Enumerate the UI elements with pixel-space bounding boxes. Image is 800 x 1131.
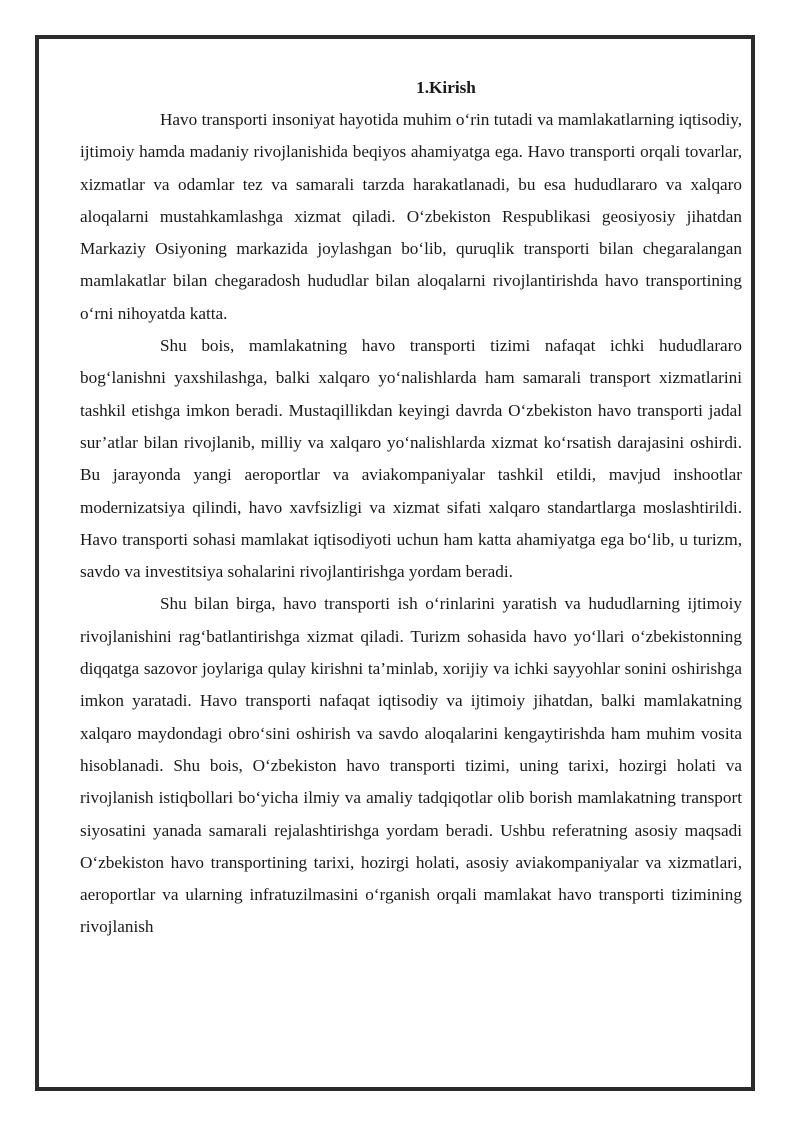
paragraph-2: Shu bois, mamlakatning havo transporti tizimi nafaqat ichki hududlararo bog‘lanishni yaxshilashga, balki xalqaro yo‘nalishlarda ham samarali transport xizmatlarini tashkil etishga imkon beradi. Mustaqillikdan keyingi davrda O‘zbekiston havo transporti jadal sur’atlar bilan rivojlanib, milliy va xalqaro yo‘nalishlarda xizmat ko‘rsatish darajasini oshirdi. Bu jarayonda yangi aeroportlar va aviakompaniyalar tashkil etildi, mavjud inshootlar modernizatsiya qilindi, havo xavfsizligi va xizmat sifati xalqaro standartlarga moslashtirildi. Havo transporti sohasi mamlakat iqtisodiyoti uchun ham katta ahamiyatga ega bo‘lib, u turizm, savdo va investitsiya sohalarini rivojlantirishga yordam beradi. bbox=[80, 336, 742, 582]
section-heading: 1.Kirish bbox=[416, 78, 476, 97]
paragraph-1: Havo transporti insoniyat hayotida muhim o‘rin tutadi va mamlakatlarning iqtisodiy, ijtimoiy hamda madaniy rivojlanishida beqiyos ahamiyatga ega. Havo transporti orqali tovarlar, xizmatlar va odamlar tez va samarali tarzda harakatlanadi, bu esa hududlararo va xalqaro aloqalarni mustahkamlashga xizmat qiladi. O‘zbekiston Respublikasi geosiyosiy jihatdan Markaziy Osiyoning markazida joylashgan bo‘lib, quruqlik transporti bilan chegaralangan mamlakatlar bilan chegaradosh hududlar bilan aloqalarni rivojlantirishda havo transportining o‘rni nihoyatda katta. bbox=[80, 110, 742, 323]
paragraph-3: Shu bilan birga, havo transporti ish o‘rinlarini yaratish va hududlarning ijtimoiy rivojlanishini rag‘batlantirishga xizmat qiladi. Turizm sohasida havo yo‘llari o‘zbekistonning diqqatga sazovor joylariga qulay kirishni ta’minlab, xorijiy va ichki sayyohlar sonini oshirishga imkon yaratadi. Havo transporti nafaqat iqtisodiy va ijtimoiy jihatdan, balki mamlakatning xalqaro maydondagi obro‘sini oshirish va savdo aloqalarini kengaytirishda ham muhim vosita hisoblanadi. Shu bois, O‘zbekiston havo transporti tizimi, uning tarixi, hozirgi holati va rivojlanish istiqbollari bo‘yicha ilmiy va amaliy tadqiqotlar olib borish mamlakatning transport siyosatini yanada samarali rejalashtirishga yordam beradi. Ushbu referatning asosiy maqsadi O‘zbekiston havo transportining tarixi, hozirgi holati, asosiy aviakompaniyalar va xizmatlari, aeroportlar va ularning infratuzilmasini o‘rganish orqali mamlakat havo transporti tizimining rivojlanish bbox=[80, 594, 742, 937]
document-body bbox=[80, 72, 742, 944]
